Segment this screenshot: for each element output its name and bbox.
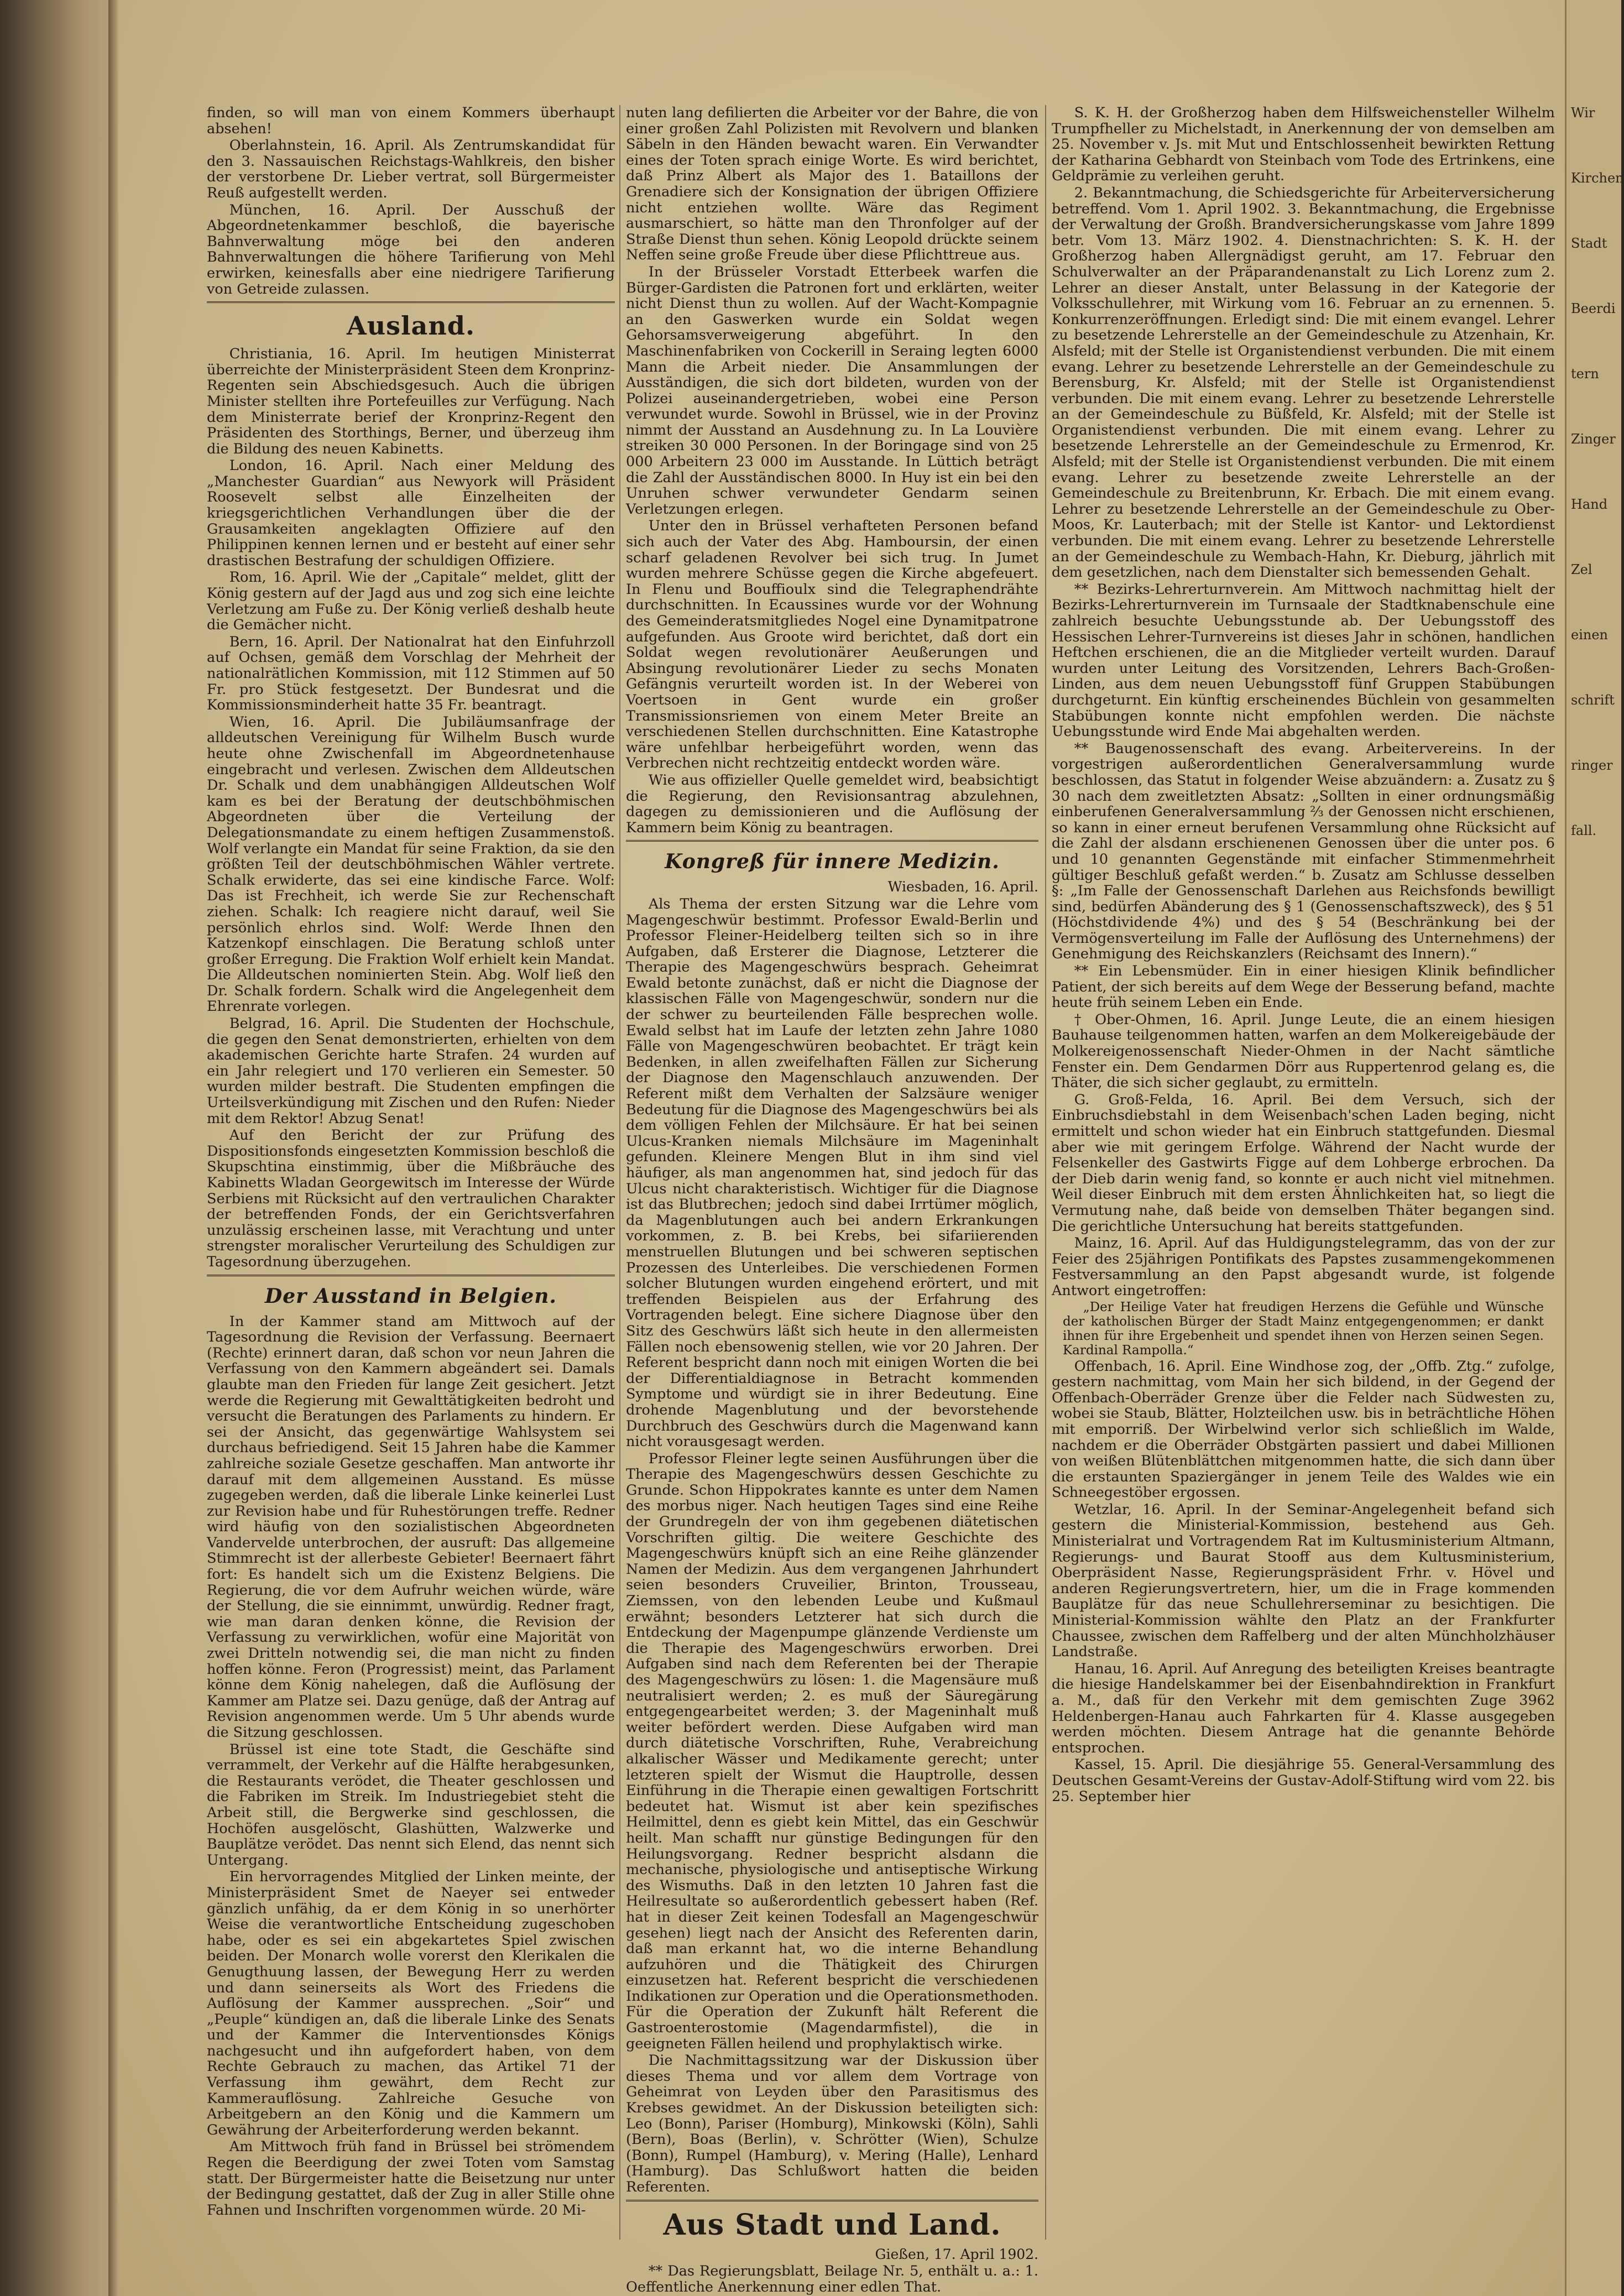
adjacent-page-fragment: Wir [1571,105,1595,121]
article-paragraph: Wie aus offizieller Quelle gemeldet wird, beabsichtigt die Regierung, den Revisionsantrag abzulehnen, dagegen zu demissionieren und die Auflösung der Kammern beim König zu beantragen. [626,771,1038,836]
article-paragraph: In der Kammer stand am Mittwoch auf der Tagesordnung die Revision der Verfassung. Beernaert (Rechte) erinnert daran, daß schon vor neun Jahren die Verfassung von den Kammern abgeändert sei. Damals glaubte man den Frieden für lange Zeit gesichert. Jetzt werde die Regierung mit Gewalttätigkeiten bedroht und versucht die Beratungen des Parlaments zu hindern. Er sei der Ansicht, das gegenwärtige Wahlsystem sei durchaus befriedigend. Seit 15 Jahren habe die Kammer zahlreiche soziale Gesetze geschaffen. Man antworte ihr darauf mit dem allgemeinen Ausstand. Es müsse zugegeben werden, daß die liberale Linke keinerlei Lust zur Revision habe und für Ruhestörungen treffe. Redner wird häufig von den sozialistischen Abgeordneten Vandervelde unterbrochen, der ausruft: Das allgemeine Stimmrecht ist der allerbeste Gebieter! Beernaert fährt fort: Es handelt sich um die Existenz Belgiens. Die Regierung, die vor dem Aufruhr weichen würde, wäre der Stellung, die sie einnimmt, unwürdig. Redner fragt, wie man daran denken könne, die Revision der Verfassung zu verwirklichen, wofür eine Majorität von zwei Dritteln notwendig sei, die man nicht zu finden hoffen könne. Feron (Progressist) meint, das Parlament könne dem König nahelegen, daß die Auflösung der Kammer am Platze sei. Dazu genüge, daß der Antrag auf Revision angenommen werde. Um 5 Uhr abends wurde die Sitzung geschlossen. [207,1313,615,1741]
article-paragraph: 2. Bekanntmachung, die Schiedsgerichte für Arbeiterversicherung betreffend. Vom 1. April 1902. 3. Bekanntmachung, die Ergebnisse der Verwaltung der Großh. Brandversicherungskasse vom Jahre 1899 betr. Vom 13. März 1902. 4. Dienstnachrichten: S. K. H. der Großherzog haben Allergnädigst geruht, am 17. Februar den Schulverwalter an der Präparandenanstalt zu Lich Lorenz zum 2. Lehrer an dieser Anstalt, unter Belassung in der Kategorie der Volksschullehrer, mit Wirkung vom 16. Februar an zu ernennen. 5. Konkurrenzeröffnungen. Erledigt sind: Die mit einem evangel. Lehrer zu besetzende Lehrerstelle an der Gemeindeschule zu Atzenhain, Kr. Alsfeld; mit der Stelle ist Organistendienst verbunden. Die mit einem evang. Lehrer zu besetzende Lehrerstelle an der Gemeindeschule zu Berensburg, Kr. Alsfeld; mit der Stelle ist Organistendienst verbunden. Die mit einem evang. Lehrer zu besetzende Lehrerstelle an der Gemeindeschule zu Büßfeld, Kr. Alsfeld; mit der Stelle ist Organistendienst verbunden. Die mit einem evang. Lehrer zu besetzende Lehrerstelle an der Gemeindeschule zu Ermenrod, Kr. Alsfeld; mit der Stelle ist Organistendienst verbunden. Die mit einem evang. Lehrer zu besetzende zweite Lehrerstelle an der Gemeindeschule zu Breitenbrunn, Kr. Erbach. Die mit einem evang. Lehrer zu besetzende Lehrerstelle an der Gemeindeschule zu Ober-Moos, Kr. Lauterbach; mit der Stelle ist Kantor- und Lektordienst verbunden. Die mit einem evang. Lehrer zu besetzende Lehrerstelle an der Gemeindeschule zu Wembach-Hahn, Kr. Dieburg, jährlich mit dem gesetzlichen, nach dem Dienstalter sich bemessenden Gehalt. [1052,184,1555,581]
adjacent-page-fragment: fall. [1571,823,1597,838]
article-paragraph: Die Nachmittagssitzung war der Diskussion über dieses Thema und vor allem dem Vortrage von Geheimrat von Leyden über den Parasitismus des Krebses gewidmet. An der Diskussion beteiligten sich: Leo (Bonn), Pariser (Homburg), Minkowski (Köln), Sahli (Bern), Boas (Berlin), v. Schrötter (Wien), Schulze (Bonn), Rumpel (Hamburg), v. Mering (Halle), Lenhard (Hamburg). Das Schlußwort hatten die beiden Referenten. [626,2052,1038,2195]
article-paragraph: ** Das Regierungsblatt, Beilage Nr. 5, enthält u. a.: 1. Oeffentliche Anerkennung einer edlen That. [626,2263,1038,2295]
article-paragraph: Als Thema der ersten Sitzung war die Lehre vom Magengeschwür bestimmt. Professor Ewald-Berlin und Professor Fleiner-Heidelberg teilten sich so in ihre Aufgaben, daß Ersterer die Diagnose, Letzterer die Therapie des Magengeschwürs besprach. Geheimrat Ewald betonte zunächst, daß er nicht die Diagnose der klassischen Fälle von Magengeschwür, sondern nur die der schwer zu beurteilenden Fälle besprechen wolle. Ewald selbst hat im Laufe der letzten zehn Jahre 1080 Fälle von Magengeschwüren beobachtet. Er trägt kein Bedenken, in allen zweifelhaften Fällen zur Sicherung der Diagnose den Magenschlauch anzuwenden. Der Referent mißt dem Verhalten der Salzsäure weniger Bedeutung für die Diagnose des Magengeschwürs bei als dem völligen Fehlen der Milchsäure. Er hat bei seinen Ulcus-Kranken niemals Milchsäure im Mageninhalt gefunden. Kleinere Mengen Blut in ihm sind viel häufiger, als man angenommen hat, sind jedoch für das Ulcus nicht charakteristisch. Wichtiger für die Diagnose ist das Blutbrechen; jedoch sind dabei Irrtümer möglich, da Magenblutungen auch bei andern Erkrankungen vorkommen, z. B. bei Krebs, bei sifariierenden menstruellen Blutungen und bei schweren septischen Prozessen des Unterleibes. Die verschiedenen Formen solcher Blutungen wurden eingehend erörtert, und mit treffenden Beispielen aus der Erfahrung des Vortragenden belegt. Eine sichere Diagnose über den Sitz des Geschwürs läßt sich heute in den allermeisten Fällen noch ebensowenig stellen, wie vor 20 Jahren. Der Referent bespricht dann noch mit einigen Worten die bei der Differentialdiagnose in Betracht kommenden Symptome und würdigt sie in ihrer Bedeutung. Eine drohende Magenblutung und der bevorstehende Durchbruch des Geschwürs durch die Magenwand kann nicht vorausgesagt werden. [626,895,1038,1450]
article-paragraph: ** Ein Lebensmüder. Ein in einer hiesigen Klinik befindlicher Patient, der sich bereits auf dem Wege der Besserung befand, machte heute früh seinem Leben ein Ende. [1052,963,1555,1011]
article-paragraph: Bern, 16. April. Der Nationalrat hat den Einfuhrzoll auf Ochsen, gemäß dem Vorschlag der Mehrheit der nationalrätlichen Kommission, mit 112 Stimmen auf 50 Fr. pro Stück festgesetzt. Der Bundesrat und die Kommissionsminderheit hatte 35 Fr. beantragt. [207,633,615,714]
book-binding [0,0,116,2296]
adjacent-page-edge [1565,0,1624,2296]
article-paragraph: Am Mittwoch früh fand in Brüssel bei strömendem Regen die Beerdigung der zwei Toten vom Samstag statt. Der Bürgermeister hatte die Beisetzung nur unter der Bedingung gestattet, daß der Zug in aller Stille ohne Fahnen und Inschriften vorgenommen würde. 20 Mi- [207,2138,615,2219]
article-paragraph: Hanau, 16. April. Auf Anregung des beteiligten Kreises beantragte die hiesige Handelskammer bei der Eisenbahndirektion in Frankfurt a. M., daß für den Verkehr mit dem gemischten Zuge 3962 Heldenbergen-Hanau auch Fahrkarten für 4. Klasse ausgegeben werden möchten. Diesem Antrage hat die genannte Behörde entsprochen. [1052,1660,1555,1756]
section-heading: Aus Stadt und Land. [663,2208,1001,2242]
adjacent-page-fragment: tern [1571,366,1599,382]
adjacent-page-fragment: Zinger [1571,431,1616,447]
article-paragraph: In der Brüsseler Vorstadt Etterbeek warfen die Bürger-Gardisten die Patronen fort und erklärten, weiter nicht Dienst thun zu wollen. Auf der Wacht-Kompagnie an den Gaswerken wurde ein Soldat wegen Gehorsamsverweigerung abgeführt. In den Maschinenfabriken von Cockerill in Seraing legten 6000 Mann die Arbeit nieder. Die Ansammlungen der Ausständigen, die sich dort bildeten, wurden von der Polizei auseinandergetrieben, wobei eine Person verwundet wurde. Sowohl in Brüssel, wie in der Provinz nimmt der Ausstand an Ausdehnung zu. In La Louvière streiken 30 000 Personen. In der Boringage sind von 25 000 Arbeitern 23 000 im Ausstande. In Lüttich beträgt die Zahl der Ausständischen 8000. In Huy ist ein bei den Unruhen schwer verwundeter Gendarm seinen Verletzungen erlegen. [626,263,1038,518]
article-paragraph: finden, so will man von einem Kommers überhaupt absehen! [207,105,615,137]
column-1 [207,105,615,2262]
column-rule-2 [1045,105,1046,2240]
article-paragraph: London, 16. April. Nach einer Meldung des „Manchester Guardian“ aus Newyork will Präsident Roosevelt selbst alle Einzelheiten der kriegsgerichtlichen Verhandlungen über die der Grausamkeiten angeklagten Offiziere auf den Philippinen kennen lernen und er besteht auf einer sehr drastischen Bestrafung der schuldigen Offiziere. [207,457,615,569]
section-heading: Ausland. [347,311,475,341]
adjacent-page-fragment: Zel [1571,562,1592,577]
article-paragraph: Professor Fleiner legte seinen Ausführungen über die Therapie des Magengeschwürs dessen Geschichte zu Grunde. Schon Hippokrates kannte es unter dem Namen des morbus niger. Nach heutigen Tages sind eine Reihe der Grundregeln der von ihm gegebenen diätetischen Vorschriften giltig. Die weitere Geschichte des Magengeschwürs knüpft sich an eine Reihe glänzender Namen der Medizin. Aus dem vergangenen Jahrhundert seien besonders Cruveilier, Brinton, Trousseau, Ziemssen, von den lebenden Leube und Kußmaul erwähnt; besonders Letzterer hat sich durch die Entdeckung der Magenpumpe glänzende Verdienste um die Therapie des Magengeschwürs erworben. Drei Aufgaben sind nach dem Referenten bei der Therapie des Magengeschwürs zu lösen: 1. die Magensäure muß neutralisiert werden; 2. es muß der Säuregärung entgegengearbeitet werden; 3. der Mageninhalt muß weiter befördert werden. Diese Aufgaben wird man durch diätetische Vorschriften, Ruhe, Verabreichung alkalischer Wässer und Medikamente gerecht; unter letzteren spielt der Wismut die Hauptrolle, dessen Einführung in die Therapie einen gewaltigen Fortschritt bedeutet hat. Wismut ist aber kein spezifisches Heilmittel, denn es giebt kein Mittel, das ein Geschwür heilt. Man schafft nur günstige Bedingungen für den Heilungsvorgang. Redner bespricht alsdann die mechanische, physiologische und antiseptische Wirkung des Wismuths. Daß in den letzten 10 Jahren fast die Heilresultate so außerordentlich gebessert haben (Ref. hat in dieser Zeit keinen Todesfall an Magengeschwür gesehen) liegt nach der Ansicht des Referenten darin, daß man erkannt hat, wo die interne Behandlung aufzuhören und die Thätigkeit des Chirurgen einzusetzen hat. Referent bespricht die verschiedenen Indikationen zur Operation und die Operationsmethoden. Für die Operation der Zukunft hält Referent die Gastroenterostomie (Magendarmfistel), die in geeigneten Fällen heilend und prophylaktisch wirke. [626,1450,1038,2052]
section-divider [207,1275,615,1276]
article-paragraph: Brüssel ist eine tote Stadt, die Geschäfte sind verrammelt, der Verkehr auf die Hälfte herabgesunken, die Restaurants verödet, die Theater geschlossen und die Fabriken im Streik. Im Industriegebiet steht die Arbeit still, die Bergwerke sind geschlossen, die Hochöfen ausgelöscht, Glashütten, Walzwerke und Bauplätze verödet. Das nennt sich Elend, das nennt sich Untergang. [207,1741,615,1869]
article-paragraph: Christiania, 16. April. Im heutigen Ministerrat überreichte der Ministerpräsident Steen dem Kronprinz-Regenten sein Abschiedsgesuch. Auch die übrigen Minister stellten ihre Portefeuilles zur Verfügung. Nach dem Ministerrate berief der Kronprinz-Regent den Präsidenten des Storthings, Berner, und überzeug ihm die Bildung des neuen Kabinetts. [207,346,615,457]
adjacent-page-fragment: Hand [1571,497,1608,512]
article-paragraph: ** Bezirks-Lehrerturnverein. Am Mittwoch nachmittag hielt der Bezirks-Lehrerturnverein im Turnsaale der Stadtknabenschule eine zahlreich besuchte Uebungsstunde ab. Der Uebungsstoff des Hessischen Lehrer-Turnvereins ist dieses Jahr in schönen, handlichen Heftchen erschienen, die an die Mitglieder verteilt wurden. Darauf wurden unter Leitung des Vorsitzenden, Lehrers Bach-Großen-Linden, aus dem neuen Uebungsstoff fünf Gruppen Stabübungen durchgeturnt. Ein künftig erscheinendes Büchlein von gesammelten Stabübungen konnte nicht empfohlen werden. Die nächste Uebungsstunde wird Ende Mai abgehalten werden. [1052,581,1555,740]
article-paragraph: S. K. H. der Großherzog haben dem Hilfsweichensteller Wilhelm Trumpfheller zu Michelstadt, in Anerkennung der von demselben am 25. November v. Js. mit Mut und Entschlossenheit bewirkten Rettung der Katharina Gebhardt von Steinbach vom Tode des Ertrinkens, eine Geldprämie zu verleihen geruht. [1052,105,1555,185]
article-paragraph: † Ober-Ohmen, 16. April. Junge Leute, die an einem hiesigen Bauhause teilgenommen hatten, warfen an dem Molkereigebäude der Molkereigenossenschaft Nieder-Ohmen in der Nacht sämtliche Fenster ein. Dem Gendarmen Dörr aus Ruppertenrod gelang es, die Thäter, die sich sicher geglaubt, zu ermitteln. [1052,1011,1555,1092]
adjacent-page-fragment: ringer [1571,758,1613,773]
column-3 [1052,105,1555,2262]
adjacent-page-fragment: Beerdi [1571,301,1616,316]
quoted-text: „Der Heilige Vater hat freudigen Herzens die Gefühle und Wünsche der katholischen Bürger der Stadt Mainz entgegengenommen; er dankt ihnen für ihre Ergebenheit und spendet ihnen von Herzen seinen Segen. Kardinal Rampolla.“ [1063,1300,1544,1358]
adjacent-page-fragment: einen [1571,627,1608,643]
article-paragraph: Ein hervorragendes Mitglied der Linken meinte, der Ministerpräsident Smet de Naeyer sei entweder gänzlich unfähig, da er dem König in so unerhörter Weise die verantwortliche Entscheidung zugeschoben habe, oder es sei ein abgekartetes Spiel zwischen beiden. Der Monarch wolle vorerst den Klerikalen die Genugthuung lassen, der Bewegung Herr zu werden und dann seinerseits als Wort des Friedens die Auflösung der Kammer aussprechen. „Soir“ und „Peuple“ kündigen an, daß die liberale Linke des Senats und der Kammer die Interventionsdes Königs nachgesucht und ihn aufgefordert haben, von dem Rechte Gebrauch zu machen, das Artikel 71 der Verfassung ihm gewährt, dem Recht zur Kammerauflösung. Zahlreiche Gesuche von Arbeitgebern an den König und die Kammern um Gewährung der Arbeiterforderung werden bekannt. [207,1869,615,2138]
section-divider [626,840,1038,842]
section-heading: Der Ausstand in Belgien. [265,1284,557,1308]
section-heading: Kongreß für innere Medizin. [665,850,1000,874]
article-paragraph: Offenbach, 16. April. Eine Windhose zog, der „Offb. Ztg.“ zufolge, gestern nachmittag, vom Main her sich bildend, in der Gegend der Offenbach-Oberräder Grenze über die Felder nach Südwesten zu, wobei sie Staub, Blätter, Holzteilchen usw. bis in beträchtliche Höhen mit emporriß. Der Wirbelwind verlor sich schließlich im Walde, nachdem er die Oberräder Obstgärten passiert und dabei Millionen von weißen Blütenblättchen mitgenommen hatte, die sich dann über die erstaunten Spaziergänger in jenem Teile des Waldes wie ein Schneegestöber ergossen. [1052,1358,1555,1501]
adjacent-page-fragment: Kirchen [1571,170,1624,186]
article-paragraph: Oberlahnstein, 16. April. Als Zentrumskandidat für den 3. Nassauischen Reichstags-Wahlkreis, den bisher der verstorbene Dr. Lieber vertrat, soll Bürgermeister Reuß aufgestellt werden. [207,137,615,201]
article-paragraph: Kassel, 15. April. Die diesjährige 55. General-Versammlung des Deutschen Gesamt-Vereins der Gustav-Adolf-Stiftung wird vom 22. bis 25. September hier [1052,1756,1555,1805]
article-paragraph: nuten lang defilierten die Arbeiter vor der Bahre, die von einer großen Zahl Polizisten mit Revolvern und blanken Säbeln in den Händen bewacht waren. Ein Verwandter eines der Toten sprach einige Worte. Es wird berichtet, daß Prinz Albert als Major des 1. Bataillons der Grenadiere sich der Konsignation der übrigen Offiziere nicht entziehen wollte. Wäre das Regiment ausmarschiert, so hätte man den Thronfolger auf der Straße Dienst thun sehen. König Leopold drückte seinem Neffen seine große Freude über diese Pflichttreue aus. [626,105,1038,264]
adjacent-page-fragment: Stadt [1571,236,1607,251]
adjacent-page-fragment: schrift [1571,692,1615,708]
section-divider [626,2200,1038,2201]
article-paragraph: Auf den Bericht der zur Prüfung des Dispositionsfonds eingesetzten Kommission beschloß die Skupschtina einstimmig, über die Mißbräuche des Kabinetts Wladan Georgewitsch im Interesse der Würde Serbiens mit Rücksicht auf den vertraulichen Charakter der betreffenden Fonds, der ein Gerichtsverfahren unzulässig erscheinen lasse, mit Verachtung und unter strengster moralischer Verurteilung des Schuldigen zur Tagesordnung überzugehen. [207,1127,615,1270]
dateline: Gießen, 17. April 1902. [875,2246,1038,2262]
article-paragraph: München, 16. April. Der Ausschuß der Abgeordnetenkammer beschloß, die bayerische Bahnverwaltung möge bei den anderen Bahnverwaltungen die höhere Tarifierung von Mehl erwirken, keinesfalls aber eine niedrigere Tarifierung von Getreide zulassen. [207,201,615,298]
column-rule-1 [619,105,620,2240]
column-2 [626,105,1038,2295]
binding-edge [108,0,119,2296]
article-paragraph: Belgrad, 16. April. Die Studenten der Hochschule, die gegen den Senat demonstrierten, erhielten von dem akademischen Gerichte harte Strafen. 24 wurden auf ein Jahr relegiert und 170 verlieren ein Semester. 50 wurden milder bestraft. Die Studenten empfingen die Urteilsverkündigung mit Zischen und den Rufen: Nieder mit dem Rektor! Abzug Senat! [207,1015,615,1127]
article-paragraph: Rom, 16. April. Wie der „Capitale“ meldet, glitt der König gestern auf der Jagd aus und zog sich eine leichte Verletzung am Fuße zu. Der König verließ deshalb heute die Gemächer nicht. [207,569,615,634]
article-paragraph: Mainz, 16. April. Auf das Huldigungstelegramm, das von der zur Feier des 25jährigen Pontifikats des Papstes zusammengekommenen Festversammlung an den Papst abgesandt wurde, ist folgende Antwort eingetroffen: [1052,1235,1555,1299]
article-paragraph: Wien, 16. April. Die Jubiläumsanfrage der alldeutschen Vereinigung für Wilhelm Busch wurde heute ohne Zwischenfall im Abgeordnetenhause eingebracht und verlesen. Zwischen dem Alldeutschen Dr. Schalk und dem unabhängigen Alldeutschen Wolf kam es bei der Beratung der deutschböhmischen Abgeordneten über die Verteilung der Delegationsmandate zu einem heftigen Zusammenstoß. Wolf verlangte ein Mandat für seine Fraktion, da sie den größten Teil der deutschböhmischen Wähler vertrete. Schalk erwiderte, das sei eine kindische Farce. Wolf: Das ist Frechheit, ich werde Sie zur Rechenschaft ziehen. Schalk: Ich reagiere nicht darauf, weil Sie persönlich ehrlos sind. Wolf: Werde Ihnen den Katzenkopf einschlagen. Die Beratung schloß unter großer Erregung. Die Fraktion Wolf erhielt kein Mandat. Die Alldeutschen nominierten Stein. Abg. Wolf ließ den Dr. Schalk fordern. Schalk wird die Angelegenheit dem Ehrenrate vorlegen. [207,713,615,1015]
article-paragraph: ** Baugenossenschaft des evang. Arbeitervereins. In der vorgestrigen außerordentlichen Generalversammlung wurde beschlossen, das Statut in folgender Weise abzuändern: a. Zusatz zu § 30 nach dem zweitletzten Absatz: „Sollten in einer ordnungsmäßig einberufenen Generalversammlung ⅔ der Genossen nicht erschienen, so kann in einer erneut berufenen Versammlung ohne Rücksicht auf die Zahl der alsdann erschienenen Genossen über die unter pos. 6 und 10 genannten Gegenstände mit einfacher Stimmenmehrheit gültiger Beschluß gefaßt werden.“ b. Zusatz am Schlusse desselben §: „Im Falle der Genossenschaft Darlehen aus Reichsfonds bewilligt sind, bedürfen Abänderung des § 1 (Genossenschaftszweck), des § 51 (Höchstdividende 4%) und des § 54 (Beschränkung bei der Vermögensverteilung im Falle der Auflösung des Unternehmens) der Genehmigung des Reichskanzlers (Reichsamt des Innern).“ [1052,740,1555,963]
article-paragraph: Unter den in Brüssel verhafteten Personen befand sich auch der Vater des Abg. Hamboursin, der einen scharf geladenen Revolver bei sich trug. In Jumet wurden mehrere Schüsse gegen die Kirche abgefeuert. In Flenu und Bouffioulx sind die Telegraphendrähte durchschnitten. In Ecaussines wurde vor der Wohnung des Gemeinderatsmitgliedes Nogel eine Dynamitpatrone aufgefunden. Aus Groote wird berichtet, daß dort ein Soldat wegen revolutionärer Aeußerungen und Absingung revolutionärer Lieder zu sechs Monaten Gefängnis verurteilt worden ist. In der Weberei von Voertsoen in Gent wurde ein großer Transmissionsriemen von einem Meter Breite an verschiedenen Stellen durchschnitten. Eine Katastrophe wäre unfehlbar herbeigeführt worden, wenn das Verbrechen nicht rechtzeitig entdeckt worden wäre. [626,518,1038,772]
article-paragraph: Wetzlar, 16. April. In der Seminar-Angelegenheit befand sich gestern die Ministerial-Kommission, bestehend aus Geh. Ministerialrat und Vortragendem Rat im Kultusministerium Altmann, Regierungs- und Baurat Stooff aus dem Kultusministerium, Oberpräsident Nasse, Regierungspräsident Frhr. v. Hövel und anderen Regierungsvertretern, hier, um die in Frage kommenden Bauplätze für das neue Schullehrerseminar zu besichtigen. Die Ministerial-Kommission wählte den Platz an der Frankfurter Chaussee, zwischen dem Raffelberg und der alten Münchholzhäuser Landstraße. [1052,1501,1555,1661]
dateline: Wiesbaden, 16. April. [887,879,1038,895]
section-divider [207,301,615,303]
article-paragraph: G. Groß-Felda, 16. April. Bei dem Versuch, sich der Einbruchsdiebstahl in dem Weisenbach'schen Laden beging, nicht ermittelt und schon wieder hat ein Einbruch stattgefunden. Diesmal aber wie mit geringem Erfolge. Während der Nacht wurde der Felsenkeller des Gastwirts Figge auf dem Lohberge erbrochen. Da der Dieb darin wenig fand, so konnte er auch nicht viel mitnehmen. Weil dieser Einbruch mit dem ersten Ähnlichkeiten hat, so liegt die Vermutung nahe, daß beide von demselben Thäter begangen sind. Die gerichtliche Untersuchung hat bereits stattgefunden. [1052,1091,1555,1235]
